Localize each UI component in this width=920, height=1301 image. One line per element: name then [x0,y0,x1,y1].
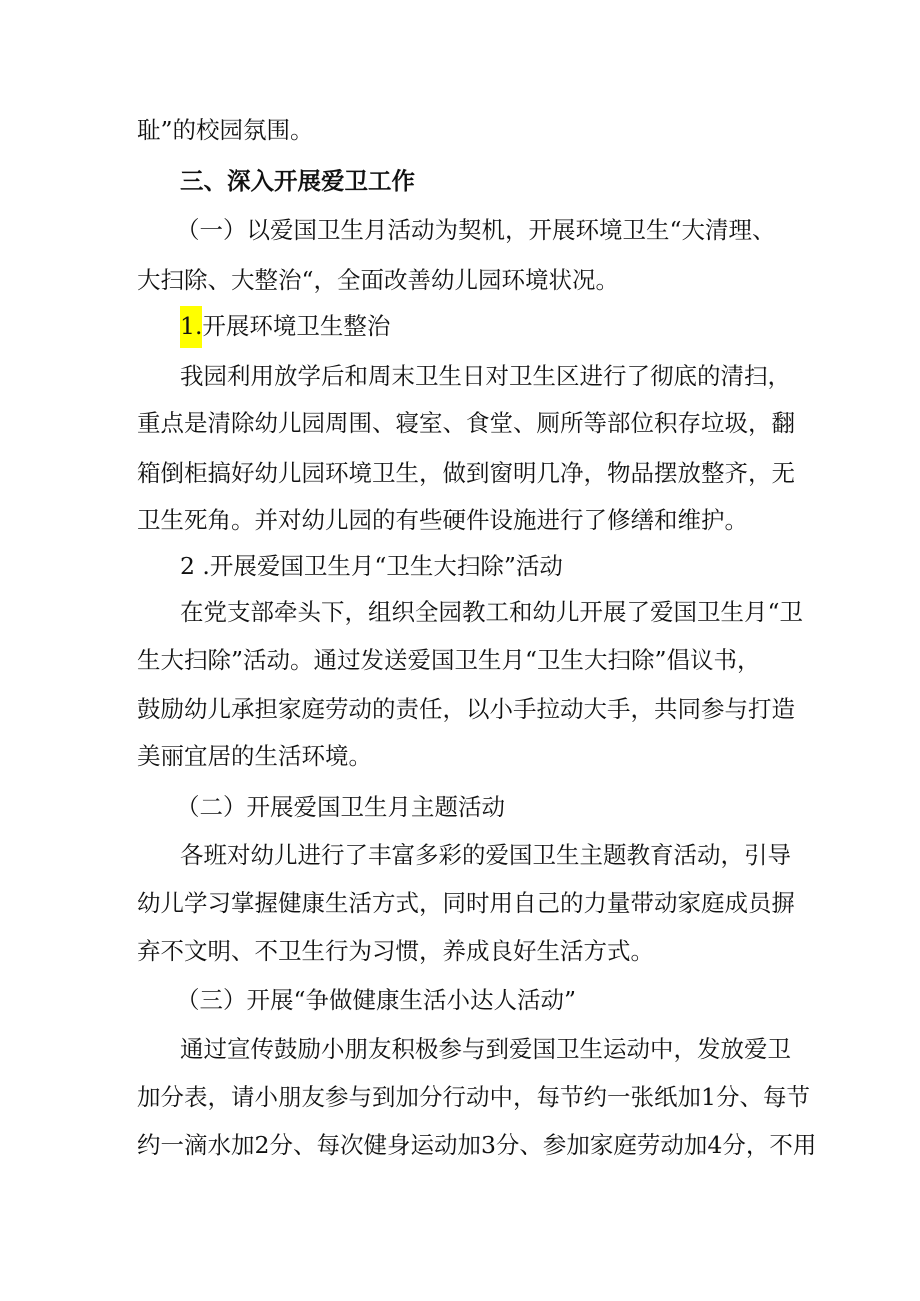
paragraph-line: 通过宣传鼓励小朋友积极参与到爱国卫生运动中，发放爱卫 [180,1035,791,1063]
paragraph-line: 箱倒柜搞好幼儿园环境卫生，做到窗明几净，物品摆放整齐，无 [137,459,795,487]
paragraph-line: 幼儿学习掌握健康生活方式，同时用自己的力量带动家庭成员摒 [137,889,795,917]
paragraph-line: 耻”的校园氛围。 [137,116,314,144]
paragraph-line: 在党支部牵头下，组织全园教工和幼儿开展了爱国卫生月“卫 [180,598,804,626]
subsection-heading: （一）以爱国卫生月活动为契机，开展环境卫生“大清理、 [176,216,776,244]
numbered-heading: 2 .开展爱国卫生月“卫生大扫除”活动 [180,552,563,580]
paragraph-line: 重点是清除幼儿园周围、寝室、食堂、厕所等部位积存垃圾，翻 [137,409,795,437]
numbered-heading [180,311,920,341]
subsection-heading: （三）开展“争做健康生活小达人活动” [176,986,577,1014]
paragraph-line: 美丽宜居的生活环境。 [137,742,372,770]
numbered-heading-text: 开展环境卫生整治 [202,312,391,340]
section-heading: 三、深入开展爱卫工作 [180,167,415,195]
paragraph-line: 生大扫除”活动。通过发送爱国卫生月“卫生大扫除”倡议书， [137,646,761,674]
paragraph-line: 大扫除、大整治“，全面改善幼儿园环境状况。 [137,266,620,294]
paragraph-line: 加分表，请小朋友参与到加分行动中，每节约一张纸加1分、每节 [137,1083,810,1111]
subsection-heading: （二）开展爱国卫生月主题活动 [176,793,505,821]
paragraph-line: 弃不文明、不卫生行为习惯，养成良好生活方式。 [137,937,654,965]
paragraph-line: 卫生死角。并对幼儿园的有些硬件设施进行了修缮和维护。 [137,506,748,534]
paragraph-line: 鼓励幼儿承担家庭劳动的责任，以小手拉动大手，共同参与打造 [137,695,795,723]
paragraph-line: 约一滴水加2分、每次健身运动加3分、参加家庭劳动加4分，不用 [137,1131,817,1159]
paragraph-line: 各班对幼儿进行了丰富多彩的爱国卫生主题教育活动，引导 [180,841,791,869]
highlighted-number: 1. [180,306,202,348]
paragraph-line: 我园利用放学后和周末卫生日对卫生区进行了彻底的清扫， [180,362,791,390]
